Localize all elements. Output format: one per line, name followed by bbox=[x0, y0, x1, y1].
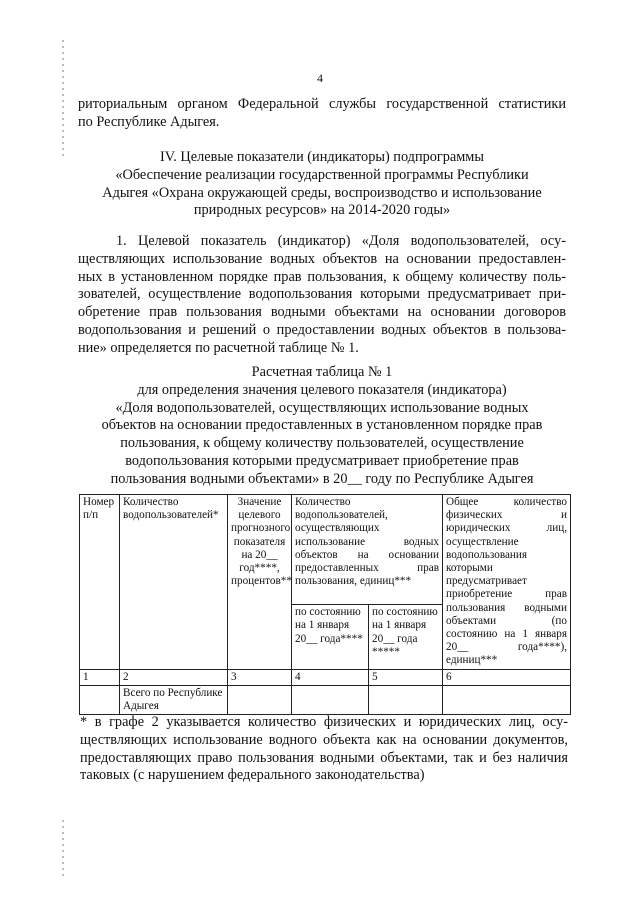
text-line: ных в установленном порядке прав пользования, к общему количеству поль- bbox=[78, 268, 566, 285]
table-cell: 3 bbox=[228, 669, 292, 685]
calculation-table bbox=[79, 494, 571, 715]
table-cell bbox=[369, 685, 443, 714]
header-cell: Значение целевого прогнозного показателя на 20__ год****, процентов** bbox=[228, 495, 292, 670]
table-row bbox=[80, 685, 571, 714]
caption-line: водопользования которыми предусматривает приобретение прав bbox=[125, 452, 519, 469]
caption-line: пользования водными объектами» в 20__ году по Республике Адыгея bbox=[110, 470, 534, 487]
text-line: таковых (с нарушением федерального законодательства) bbox=[80, 767, 425, 784]
table-cell bbox=[292, 685, 369, 714]
paragraph-indicator bbox=[78, 233, 566, 358]
table-cell: 6 bbox=[443, 669, 571, 685]
text-line: ние» определяется по расчетной таблице № 1. bbox=[78, 339, 359, 356]
text-line: * в графе 2 указывается количество физических и юридических лиц, осу- bbox=[80, 714, 568, 730]
header-cell: по состоянию на 1 января 20__ года**** bbox=[292, 605, 369, 669]
header-cell: по состоянию на 1 января 20__ года ***** bbox=[369, 605, 443, 669]
table-caption bbox=[78, 364, 566, 489]
text-line: по Республике Адыгея. bbox=[78, 113, 220, 130]
text-line: обретение прав пользования водными объектами на основании договоров bbox=[78, 304, 566, 321]
text-line: риториальным органом Федеральной службы государственной статистики bbox=[78, 96, 566, 112]
caption-line: для определения значения целевого показателя (индикатора) bbox=[137, 381, 507, 398]
caption-line: объектов на основании предоставленных в установленном порядке прав bbox=[101, 417, 543, 434]
caption-line: «Доля водопользователей, осуществляющих использование водных bbox=[115, 399, 529, 416]
text-line: предоставляющих право пользования водными объектами, так и без наличия bbox=[80, 749, 568, 766]
text-line: зователей, осуществление водопользования которыми предусматривает при- bbox=[78, 286, 566, 303]
table-cell bbox=[228, 685, 292, 714]
table-number-row bbox=[80, 669, 571, 685]
table-cell: 4 bbox=[292, 669, 369, 685]
caption-line: пользования, к общему количеству пользователей, осуществление bbox=[120, 435, 524, 452]
page-number: 4 bbox=[317, 71, 323, 85]
table-cell: 2 bbox=[120, 669, 228, 685]
table-cell: 1 bbox=[80, 669, 120, 685]
section-heading bbox=[78, 149, 566, 220]
header-cell: Количество водопользователей, осуществляющих использование водных объектов на основании предоставленных прав пользования, единиц*** bbox=[292, 495, 443, 605]
text-line: ществляющих использование водного объекта как на основании документов, bbox=[80, 731, 568, 748]
table-cell bbox=[443, 685, 571, 714]
scan-margin-mark bbox=[62, 40, 64, 160]
text-line: ществляющих использование водных объектов на основании предоставлен- bbox=[78, 250, 566, 267]
heading-line: природных ресурсов» на 2014-2020 годы» bbox=[193, 202, 451, 219]
text-line: водопользования и решений о предоставлении водных объектов в пользова- bbox=[78, 321, 566, 338]
intro-text bbox=[78, 96, 566, 132]
table-cell: Всего по Республике Адыгея bbox=[120, 685, 228, 714]
caption-line: Расчетная таблица № 1 bbox=[251, 364, 393, 380]
table-cell bbox=[80, 685, 120, 714]
heading-line: Адыгея «Охрана окружающей среды, воспроизводство и использование bbox=[102, 184, 542, 201]
heading-line: «Обеспечение реализации государственной программы Республики bbox=[115, 166, 529, 183]
text-line: 1. Целевой показатель (индикатор) «Доля водопользователей, осу- bbox=[116, 233, 566, 249]
footnote bbox=[80, 714, 568, 785]
heading-line: IV. Целевые показатели (индикаторы) подпрограммы bbox=[160, 149, 484, 165]
table-header-row bbox=[80, 495, 571, 605]
header-cell: Номер п/п bbox=[80, 495, 120, 670]
scan-margin-mark bbox=[62, 820, 64, 880]
header-cell: Количество водопользователей* bbox=[120, 495, 228, 670]
table-cell: 5 bbox=[369, 669, 443, 685]
header-cell: Общее количество физических и юридических лиц, осуществление водопользования которыми предусматривает приобретение прав пользования водными объектами (по состоянию на 1 января 20__ года****), единиц*** bbox=[443, 495, 571, 670]
